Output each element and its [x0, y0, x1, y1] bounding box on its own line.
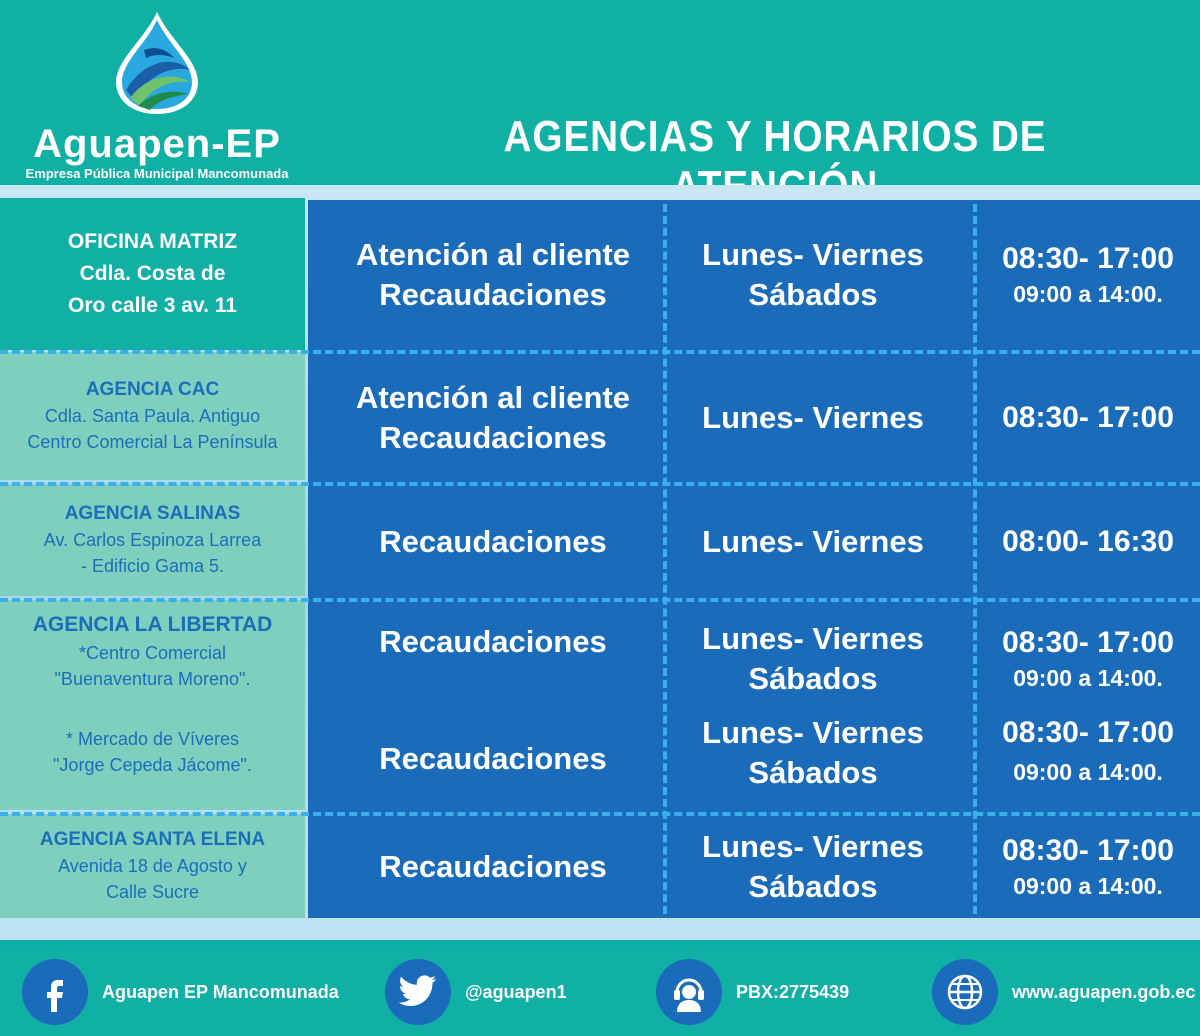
- days-label: Sábados: [748, 277, 878, 312]
- services-cell: [328, 354, 658, 482]
- days-cell: [663, 486, 963, 598]
- office-address-line: Cdla. Santa Paula. Antiguo: [44, 406, 261, 426]
- row-divider: [0, 482, 1200, 486]
- office-address-line: Calle Sucre: [105, 882, 200, 902]
- twitter-label: @aguapen1: [465, 981, 567, 1002]
- days-cell: [663, 708, 963, 798]
- office-address-line: Centro Comercial La Península: [27, 432, 278, 452]
- office-name: AGENCIA LA LIBERTAD: [32, 613, 273, 636]
- office-cac: [0, 352, 305, 480]
- days-label: Sábados: [748, 755, 878, 790]
- hours-label: 09:00 a 14:00.: [1013, 759, 1163, 785]
- row-divider: [0, 598, 1200, 602]
- service-label: Recaudaciones: [379, 277, 607, 312]
- hours-label: 09:00 a 14:00.: [1013, 873, 1163, 899]
- hours-label: 08:30- 17:00: [1002, 834, 1174, 867]
- office-address-line: - Edificio Gama 5.: [80, 556, 225, 576]
- brand-name: Aguapen-EP: [33, 122, 281, 166]
- days-label: Sábados: [748, 869, 878, 904]
- office-la-libertad: [0, 600, 305, 810]
- office-name: AGENCIA SALINAS: [64, 503, 241, 524]
- facebook-link[interactable]: [22, 948, 339, 1036]
- office-address-line: "Buenaventura Moreno".: [54, 669, 251, 689]
- days-label: Sábados: [748, 661, 878, 696]
- service-label: Recaudaciones: [379, 524, 607, 559]
- office-address-line: Oro calle 3 av. 11: [68, 294, 237, 317]
- office-address-line: * Mercado de Víveres: [65, 729, 240, 749]
- brand-subtitle: Empresa Pública Municipal Mancomunada: [25, 166, 289, 181]
- column-divider: [663, 204, 667, 914]
- hours-cell: [976, 486, 1200, 598]
- phone-label: PBX:2775439: [736, 981, 850, 1002]
- services-cell: [328, 200, 658, 350]
- column-divider: [973, 204, 977, 914]
- office-name: OFICINA MATRIZ: [67, 230, 238, 253]
- service-label: Recaudaciones: [379, 849, 607, 884]
- headset-icon: [656, 959, 722, 1025]
- days-cell: [663, 354, 963, 482]
- services-cell: [328, 714, 658, 804]
- hours-label: 08:00- 16:30: [1002, 525, 1174, 558]
- days-label: Lunes- Viernes: [702, 715, 924, 750]
- days-label: Lunes- Viernes: [702, 237, 924, 272]
- services-cell: [328, 486, 658, 598]
- hours-cell: [976, 816, 1200, 918]
- offices-column: [0, 198, 305, 918]
- twitter-link[interactable]: [385, 948, 567, 1036]
- office-address-line: Cdla. Costa de: [79, 262, 226, 285]
- office-salinas: [0, 484, 305, 596]
- days-label: Lunes- Viernes: [702, 829, 924, 864]
- office-name: AGENCIA SANTA ELENA: [39, 829, 266, 850]
- days-cell: [663, 200, 963, 350]
- hours-cell: [976, 200, 1200, 350]
- days-label: Lunes- Viernes: [702, 621, 924, 656]
- facebook-icon: [22, 959, 88, 1025]
- service-label: Recaudaciones: [379, 741, 607, 776]
- hours-cell: [976, 708, 1200, 798]
- days-cell: [663, 614, 963, 704]
- days-label: Lunes- Viernes: [702, 524, 924, 559]
- row-divider: [0, 812, 1200, 816]
- hours-label: 08:30- 17:00: [1002, 626, 1174, 659]
- water-drop-logo-icon: [104, 10, 210, 116]
- hours-label: 09:00 a 14:00.: [1013, 665, 1163, 691]
- office-address-line: Avenida 18 de Agosto y: [58, 856, 247, 876]
- services-cell: [328, 602, 658, 682]
- globe-icon: [932, 959, 998, 1025]
- website-label: www.aguapen.gob.ec: [1012, 981, 1196, 1002]
- hours-cell: [976, 354, 1200, 482]
- office-address-line: *Centro Comercial: [78, 643, 227, 663]
- row-divider: [0, 350, 1200, 354]
- hours-label: 08:30- 17:00: [1002, 242, 1174, 275]
- footer: [0, 948, 1200, 1036]
- aguapen-logo: [12, 10, 302, 180]
- twitter-icon: [385, 959, 451, 1025]
- header: [0, 0, 1200, 185]
- hours-label: 09:00 a 14:00.: [1013, 281, 1163, 307]
- office-matriz: [0, 198, 305, 350]
- facebook-label: Aguapen EP Mancomunada: [102, 981, 339, 1002]
- office-santa-elena: [0, 814, 305, 918]
- service-label: Atención al cliente: [356, 380, 630, 415]
- service-label: Recaudaciones: [379, 420, 607, 455]
- office-address-line: "Jorge Cepeda Jácome".: [53, 755, 252, 775]
- hours-label: 08:30- 17:00: [1002, 401, 1174, 434]
- office-name: AGENCIA CAC: [85, 379, 220, 400]
- office-address-line: Av. Carlos Espinoza Larrea: [43, 530, 262, 550]
- website-link[interactable]: [932, 948, 1195, 1036]
- services-cell: [328, 816, 658, 918]
- schedule-table: [308, 200, 1200, 918]
- hours-label: 08:30- 17:00: [1002, 716, 1174, 749]
- service-label: Atención al cliente: [356, 237, 630, 272]
- phone-link[interactable]: [656, 948, 849, 1036]
- days-cell: [663, 816, 963, 918]
- hours-cell: [976, 614, 1200, 704]
- service-label: Recaudaciones: [379, 624, 607, 659]
- days-label: Lunes- Viernes: [702, 400, 924, 435]
- page-title: AGENCIAS Y HORARIOS DE: [503, 112, 1047, 161]
